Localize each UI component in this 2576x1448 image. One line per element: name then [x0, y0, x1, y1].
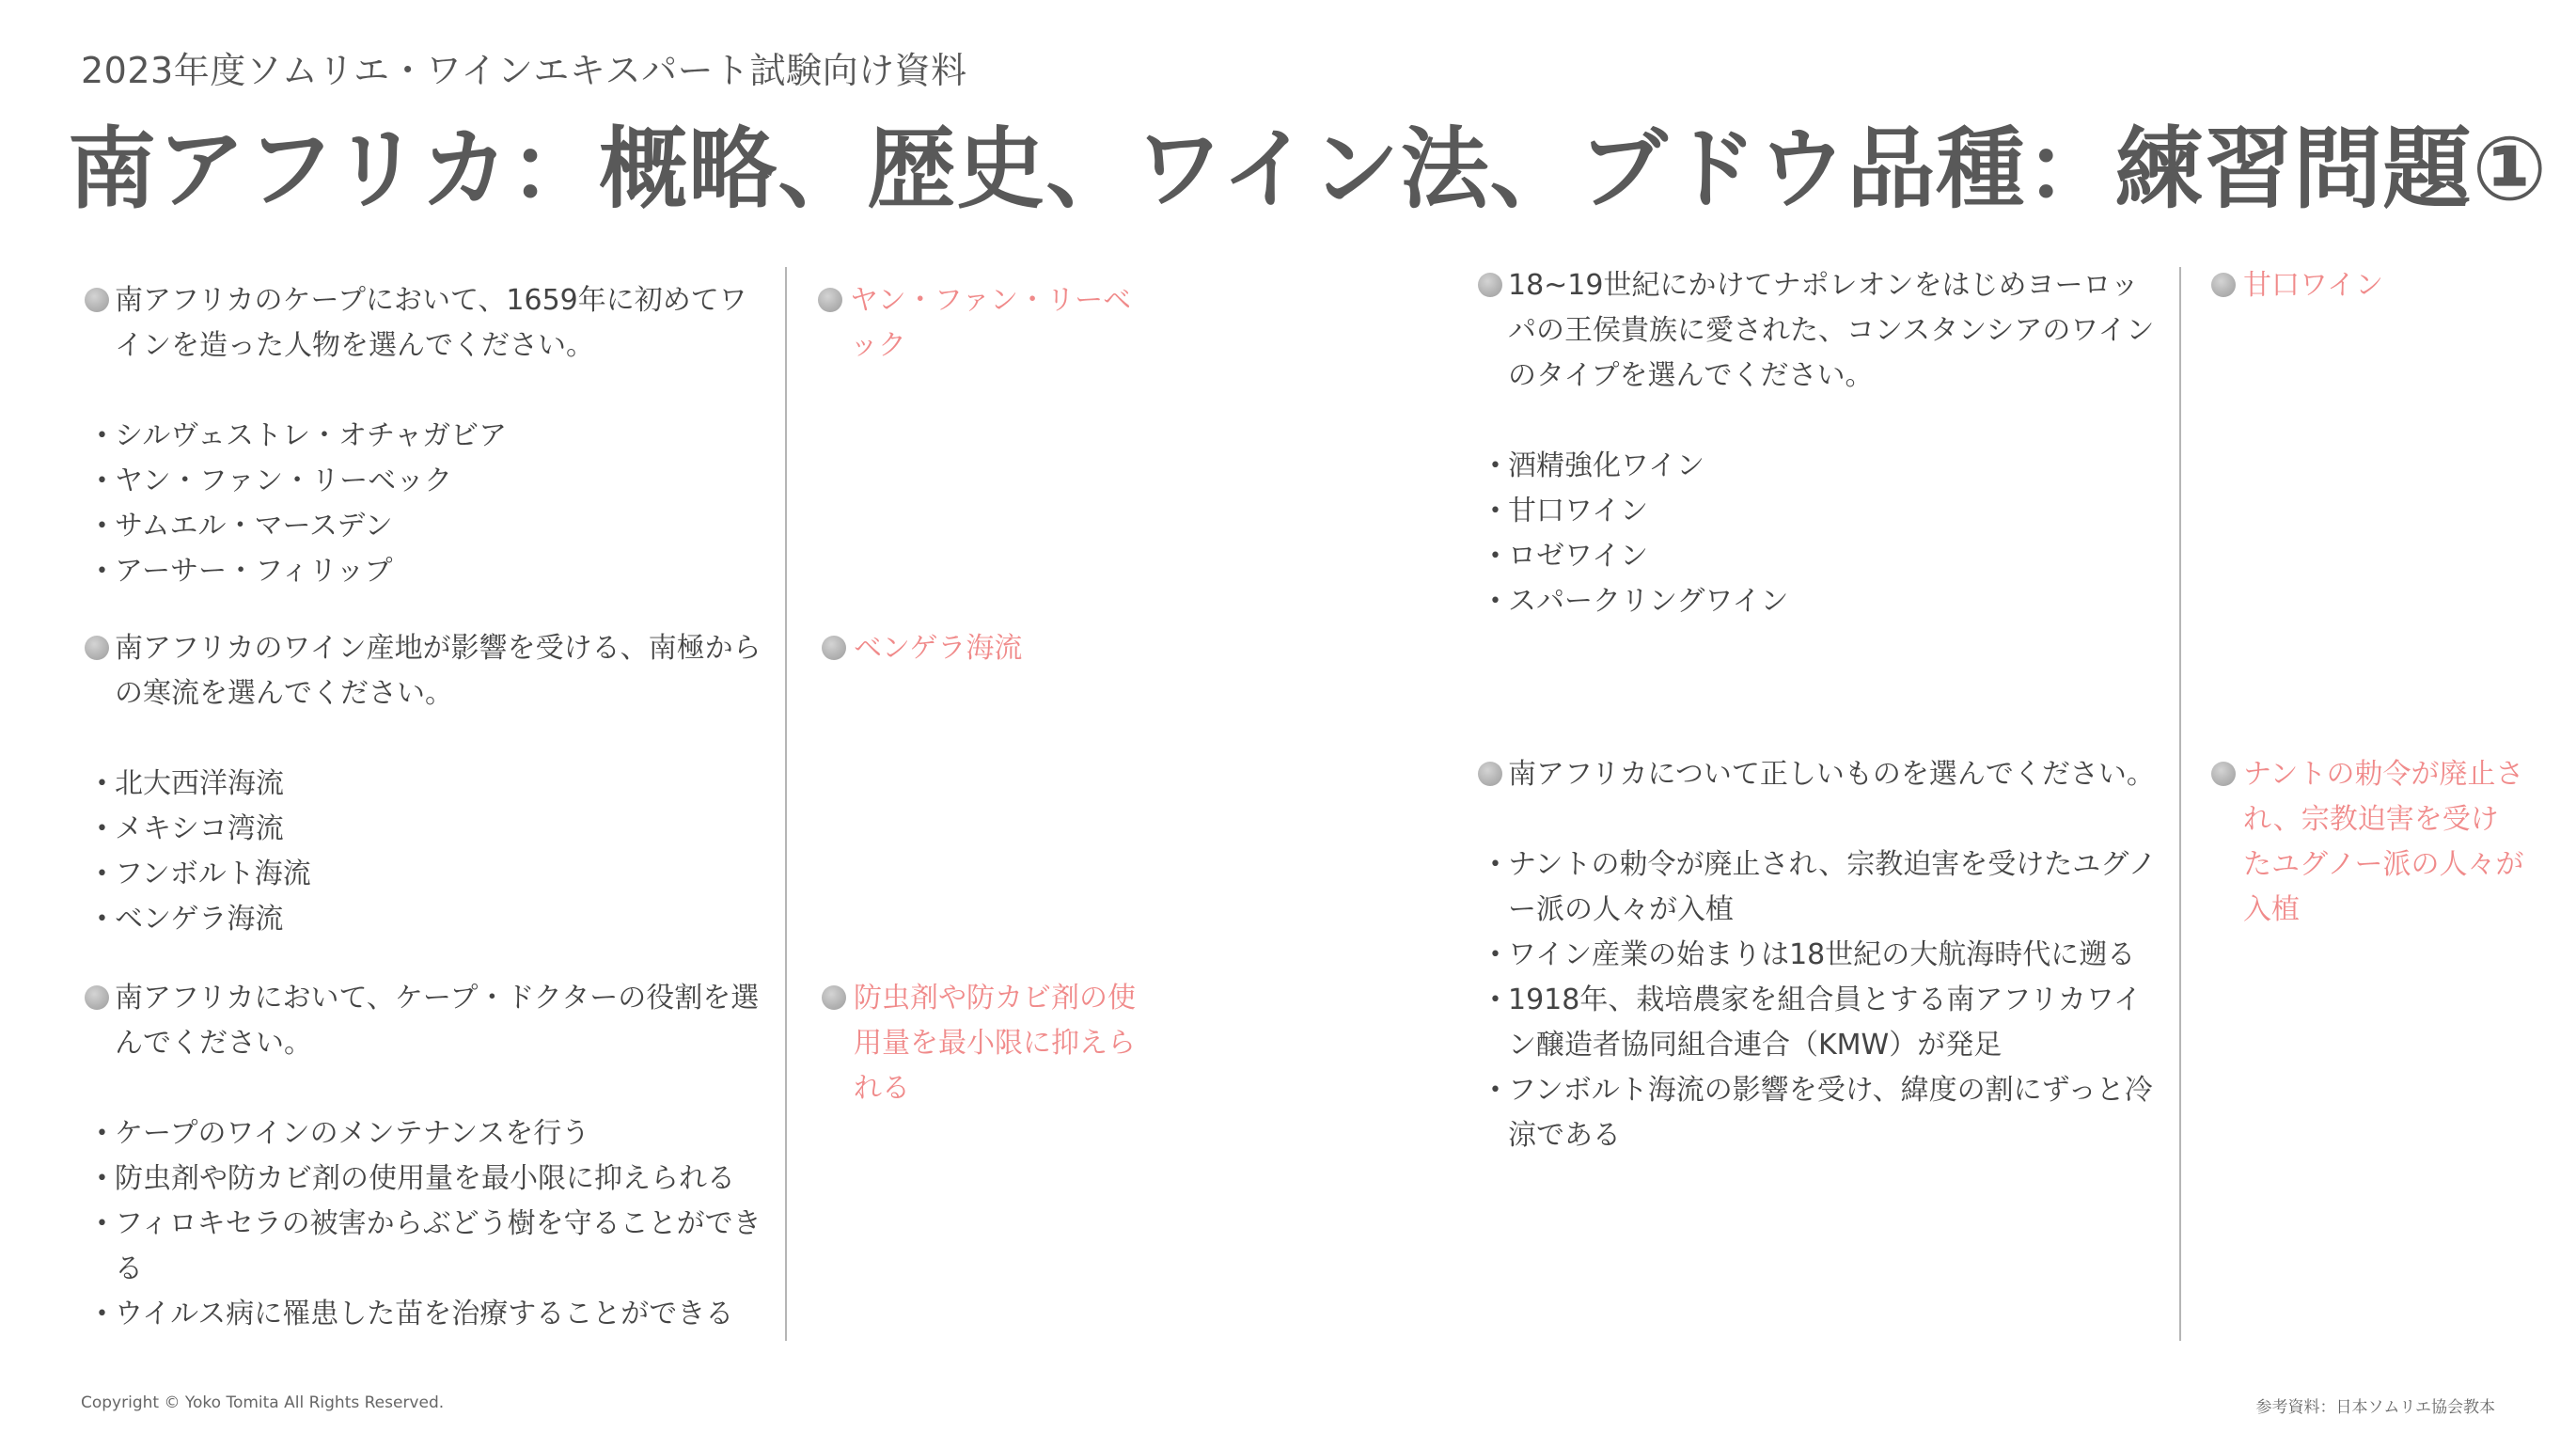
- option: • 北大西洋海流: [83, 762, 769, 807]
- bullet-circle-icon: [1478, 762, 1502, 786]
- question-3-stem: 南アフリカにおいて、ケープ・ドクターの役割を選んでください。: [83, 976, 769, 1066]
- option: • ウイルス病に罹患した苗を治療することができる: [83, 1292, 769, 1337]
- question-5: [1476, 752, 2162, 1158]
- bullet-circle-icon: [818, 288, 842, 312]
- option: • 1918年、栽培農家を組合員とする南アフリカワイン醸造者協同組合連合（KMW）が発足: [1476, 978, 2162, 1068]
- option: • メキシコ湾流: [83, 807, 769, 852]
- answer-1: ヤン・ファン・リーベック: [814, 278, 1141, 369]
- answer-4: 甘口ワイン: [2207, 263, 2535, 308]
- bullet-circle-icon: [822, 636, 846, 660]
- bullet-circle-icon: [1478, 273, 1502, 297]
- option: • ワイン産業の始まりは18世紀の大航海時代に遡る: [1476, 933, 2162, 978]
- copyright: Copyright © Yoko Tomita All Rights Reserved.: [81, 1393, 445, 1412]
- option: • ロゼワイン: [1476, 534, 2162, 579]
- question-5-options: [1476, 842, 2162, 1158]
- option: • シルヴェストレ・オチャガビア: [83, 414, 769, 459]
- answer-2: ベンゲラ海流: [818, 626, 1145, 671]
- reference: 参考資料：日本ソムリエ協会教本: [2255, 1398, 2495, 1417]
- subtitle: 2023年度ソムリエ・ワインエキスパート試験向け資料: [81, 50, 967, 91]
- option: • フンボルト海流の影響を受け、緯度の割にずっと冷涼である: [1476, 1068, 2162, 1158]
- question-5-stem: 南アフリカについて正しいものを選んでください。: [1476, 752, 2162, 797]
- option: • サムエル・マースデン: [83, 504, 769, 549]
- question-4: [1476, 263, 2162, 624]
- question-2-stem: 南アフリカのワイン産地が影響を受ける、南極からの寒流を選んでください。: [83, 626, 769, 716]
- question-2-options: [83, 762, 769, 942]
- option: • ヤン・ファン・リーベック: [83, 459, 769, 504]
- option: • スパークリングワイン: [1476, 579, 2162, 624]
- option: • 甘口ワイン: [1476, 489, 2162, 534]
- option: • フンボルト海流: [83, 852, 769, 897]
- answer-3: 防虫剤や防カビ剤の使用量を最小限に抑えられる: [818, 976, 1136, 1111]
- question-3: [83, 976, 769, 1337]
- bullet-circle-icon: [85, 985, 109, 1010]
- question-4-stem: 18~19世紀にかけてナポレオンをはじめヨーロッパの王侯貴族に愛された、コンスタンシアのワインのタイプを選んでください。: [1476, 263, 2162, 399]
- divider-right: [2179, 267, 2181, 1341]
- bullet-circle-icon: [2211, 762, 2236, 786]
- question-2: [83, 626, 769, 942]
- question-1-options: [83, 414, 769, 594]
- answer-5: ナントの勅令が廃止され、宗教迫害を受けたユグノー派の人々が入植: [2207, 752, 2525, 933]
- option: • ナントの勅令が廃止され、宗教迫害を受けたユグノー派の人々が入植: [1476, 842, 2162, 933]
- option: • ベンゲラ海流: [83, 897, 769, 942]
- divider-left: [785, 267, 787, 1341]
- option: • 酒精強化ワイン: [1476, 444, 2162, 489]
- bullet-circle-icon: [85, 636, 109, 660]
- option: • フィロキセラの被害からぶどう樹を守ることができる: [83, 1202, 769, 1292]
- question-1-stem: 南アフリカのケープにおいて、1659年に初めてワインを造った人物を選んでください。: [83, 278, 769, 369]
- question-1: [83, 278, 769, 594]
- bullet-circle-icon: [85, 288, 109, 312]
- page-title: 南アフリカ：概略、歴史、ワイン法、ブドウ品種：練習問題①: [68, 118, 2549, 221]
- bullet-circle-icon: [2211, 273, 2236, 297]
- bullet-circle-icon: [822, 985, 846, 1010]
- question-3-options: [83, 1111, 769, 1337]
- question-4-options: [1476, 444, 2162, 624]
- option: • 防虫剤や防カビ剤の使用量を最小限に抑えられる: [83, 1157, 769, 1202]
- option: • アーサー・フィリップ: [83, 549, 769, 594]
- option: • ケープのワインのメンテナンスを行う: [83, 1111, 769, 1157]
